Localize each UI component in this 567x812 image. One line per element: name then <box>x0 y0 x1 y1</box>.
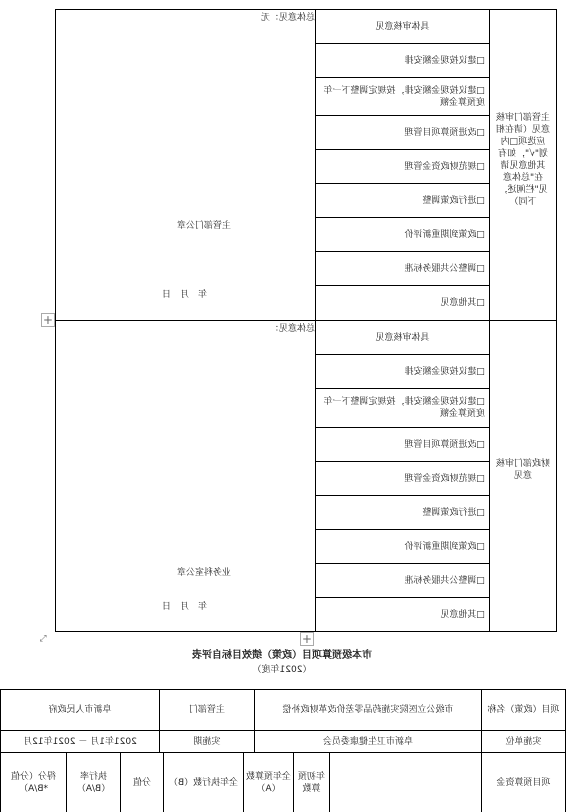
period-value: 2021年1月 － 2021年12月 <box>23 736 137 747</box>
section2-overall: 总体意见： <box>269 324 315 334</box>
section1-side-label: 主管部门审核意见（请在相应选项□内划"√"，如有其他意见请在"总体意见"栏阐述，下同） <box>495 113 550 207</box>
score-weight-header: 分值 <box>133 777 152 788</box>
table-add-column-button[interactable]: + <box>301 632 313 646</box>
section2-option[interactable]: □政策到期重新评价 <box>404 541 485 552</box>
section1-option[interactable]: □建议按现金额安排，按规定调整下一年度预算金额 <box>323 85 485 108</box>
section1-item-header: 具体审核意见 <box>375 21 430 32</box>
section2-option[interactable]: □规范财政资金管理 <box>404 473 485 484</box>
full-year-budget-header: 全年预算数（A） <box>245 771 291 794</box>
dept-label: 主管部门 <box>189 705 226 715</box>
section1-option[interactable]: □规范财政资金管理 <box>404 161 485 172</box>
section1-option[interactable]: □其他意见 <box>440 298 485 308</box>
implementing-unit-label: 实施单位 <box>505 736 542 747</box>
section1-option[interactable]: □政策到期重新评价 <box>404 229 485 240</box>
section1-option[interactable]: □改进预算项目管理 <box>404 127 485 138</box>
full-year-exec-header: 全年执行数（B） <box>168 777 239 788</box>
page-subtitle-year: （2021年度） <box>252 665 312 675</box>
page-title: 市本级预算项目（政策）绩效目标自评表 <box>192 649 372 661</box>
section2-seal: 业务科室公章 <box>176 568 231 578</box>
section1-overall: 总体意见：无 <box>260 13 315 23</box>
section2-option[interactable]: □调整公共服务标准 <box>404 575 485 586</box>
implementing-unit-value: 阜新市卫生健康委员会 <box>323 736 414 747</box>
section2-option[interactable]: □改进预算项目管理 <box>404 439 485 450</box>
section2-option[interactable]: □其他意见 <box>440 610 485 620</box>
section2-side-label: 财政部门审核意见 <box>495 459 550 481</box>
budget-funds-label: 项目预算资金 <box>496 777 551 788</box>
section1-option[interactable]: □进行政策调整 <box>422 195 485 206</box>
section1-option[interactable]: □调整公共服务标准 <box>404 263 485 274</box>
project-name-value: 市级公立医院实施药品零差价改革财政补偿 <box>282 705 454 715</box>
section2-option[interactable]: □建议按现金额安排 <box>404 366 485 377</box>
section2-option[interactable]: □进行政策调整 <box>422 507 485 518</box>
section1-date: 年 月 日 <box>161 290 207 300</box>
section2-option[interactable]: □建议按现金额安排，按规定调整下一年度预算金额 <box>323 397 485 419</box>
project-name-label: 项目（政策）名称 <box>487 705 560 715</box>
dept-value: 阜新市人民政府 <box>48 705 112 715</box>
section1-seal: 主管部门公章 <box>176 221 231 231</box>
table-resize-handle-icon[interactable]: ⤡ <box>39 634 47 644</box>
section2-date: 年 月 日 <box>161 602 207 612</box>
table-add-row-button[interactable]: + <box>42 313 54 327</box>
initial-budget-header: 年初预算数 <box>298 771 326 794</box>
section2-item-header: 具体审核意见 <box>375 332 430 343</box>
section1-option[interactable]: □建议按现金额安排 <box>404 55 485 66</box>
period-label: 实施期 <box>193 736 221 747</box>
exec-rate-header: 执行率（B/A） <box>76 771 111 794</box>
score-header: 得分（分值*B/A） <box>11 771 57 794</box>
